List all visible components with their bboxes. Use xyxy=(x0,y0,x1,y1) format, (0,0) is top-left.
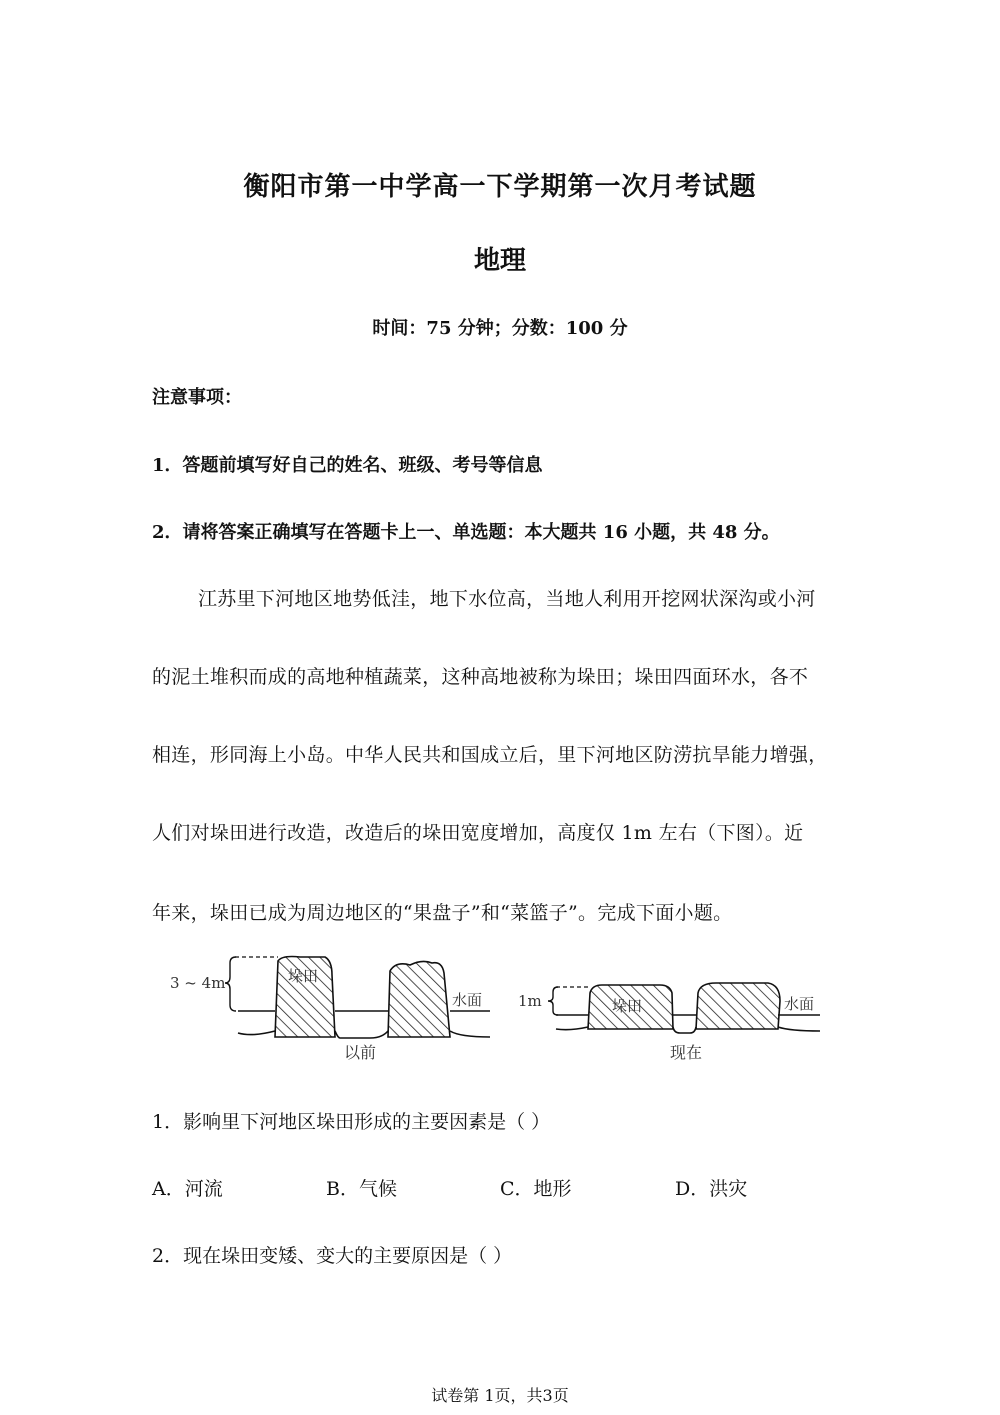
question-1-option-a[interactable]: A．河流 xyxy=(152,1178,223,1200)
notice-item-1: 1．答题前填写好自己的姓名、班级、考号等信息 xyxy=(152,455,543,476)
notice-heading: 注意事项： xyxy=(152,387,242,408)
before-diagram xyxy=(170,957,490,1063)
now-height-label: 1m xyxy=(518,992,542,1010)
subject-title: 地理 xyxy=(473,246,526,276)
question-1-option-d[interactable]: D．洪灾 xyxy=(675,1178,748,1200)
question-1-stem: 1．影响里下河地区垛田形成的主要因素是（ ） xyxy=(152,1111,551,1133)
field-comparison-figure xyxy=(160,945,840,1070)
now-caption: 现在 xyxy=(670,1043,703,1062)
now-diagram xyxy=(518,983,820,1062)
passage-line-2: 的泥土堆积而成的高地种植蔬菜，这种高地被称为垛田；垛田四面环水，各不 xyxy=(152,666,809,688)
passage-line-1: 江苏里下河地区地势低洼，地下水位高，当地人利用开挖网状深沟或小河 xyxy=(198,588,816,610)
before-caption: 以前 xyxy=(344,1043,377,1062)
now-field-label: 垛田 xyxy=(612,997,643,1015)
question-1-option-c[interactable]: C．地形 xyxy=(500,1178,572,1200)
notice-item-2: 2．请将答案正确填写在答题卡上一、单选题：本大题共 16 小题，共 48 分。 xyxy=(152,522,780,543)
passage-line-3: 相连，形同海上小岛。中华人民共和国成立后，里下河地区防涝抗旱能力增强， xyxy=(152,744,828,766)
question-2-stem: 2．现在垛田变矮、变大的主要原因是（ ） xyxy=(152,1245,513,1267)
before-field-label: 垛田 xyxy=(288,967,319,985)
time-score-info: 时间：75 分钟；分数：100 分 xyxy=(372,318,628,339)
question-1-option-b[interactable]: B．气候 xyxy=(326,1178,397,1200)
passage-line-4: 人们对垛田进行改造，改造后的垛田宽度增加，高度仅 1m 左右（下图）。近 xyxy=(152,822,804,844)
now-water-label: 水面 xyxy=(784,995,815,1013)
page-footer: 试卷第 1页，共3页 xyxy=(431,1386,569,1405)
exam-title: 衡阳市第一中学高一下学期第一次月考试题 xyxy=(243,172,757,202)
passage-line-5: 年来，垛田已成为周边地区的“果盘子”和“菜篮子”。完成下面小题。 xyxy=(152,902,733,924)
before-water-label: 水面 xyxy=(452,991,483,1009)
before-height-label: 3 ~ 4m xyxy=(170,974,226,992)
